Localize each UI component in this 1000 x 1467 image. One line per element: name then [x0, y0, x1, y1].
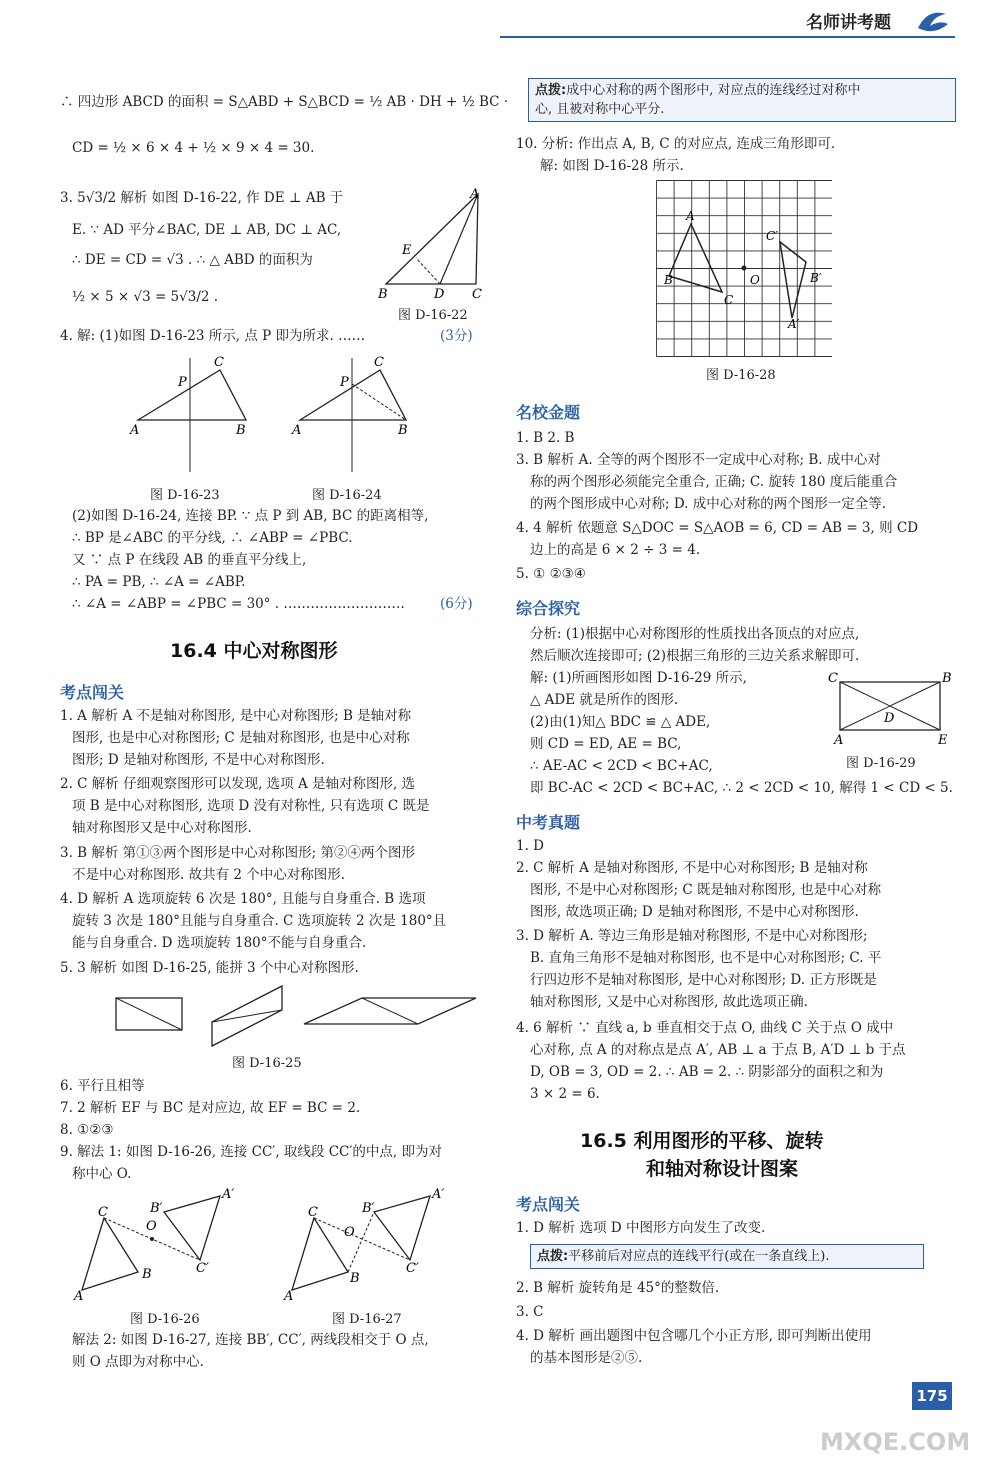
text-line: 2. C 解析 A 是轴对称图形, 不是中心对称图形; B 是轴对称 [516, 860, 868, 876]
subsection-zhongkao: 中考真题 [516, 813, 581, 832]
subsection-zonghe: 综合探究 [516, 599, 581, 618]
text-line: 行四边形不是轴对称图形, 是中心对称图形; D. 正方形既是 [530, 972, 877, 988]
svg-text:D: D [434, 287, 445, 302]
text-line: 轴对称图形又是中心对称图形. [72, 820, 252, 836]
svg-text:C′: C′ [766, 229, 778, 243]
text-line: 解法 2: 如图 D-16-27, 连接 BB′, CC′, 两线段相交于 O 点, [72, 1332, 429, 1348]
svg-text:B: B [350, 1271, 360, 1286]
text-line: 3. D 解析 A. 等边三角形是轴对称图形, 不是中心对称图形; [516, 928, 868, 944]
text-line: 5. ① ②③④ [516, 566, 586, 582]
text-line: 即 BC-AC < 2CD < BC+AC, ∴ 2 < 2CD < 10, 解得 1 < CD < 5. [530, 780, 953, 796]
text-line: 1. A 解析 A 不是轴对称图形, 是中心对称图形; B 是轴对称 [60, 708, 412, 724]
caption-d-16-28: 图 D-16-28 [706, 368, 776, 383]
text-line: 3. 5√3/2 解析 如图 D-16-22, 作 DE ⊥ AB 于 [60, 190, 344, 206]
text-line: 图形, 不是中心对称图形; C 既是轴对称图形, 也是中心对称 [530, 882, 882, 898]
text-line: 5. 3 解析 如图 D-16-25, 能拼 3 个中心对称图形. [60, 960, 359, 976]
text-line: 则 CD = ED, AE = BC, [530, 736, 682, 752]
text-line: ∴ BP 是∠ABC 的平分线, ∴ ∠ABP = ∠PBC. [72, 530, 353, 546]
svg-text:C: C [374, 355, 384, 370]
svg-text:B: B [378, 287, 388, 302]
svg-text:B: B [664, 273, 673, 287]
hint-box-16-5 [530, 1244, 924, 1269]
text-line: ∴ DE = CD = √3 . ∴ △ ABD 的面积为 [72, 252, 313, 268]
figure-d-16-23 [128, 354, 258, 478]
text-line: 10. 分析: 作出点 A, B, C 的对应点, 连成三角形即可. [516, 136, 836, 152]
text-line: 的基本图形是②⑤. [530, 1350, 643, 1366]
hint-text: 成中心对称的两个图形中, 对应点的连线经过对称中 [566, 83, 861, 98]
svg-text:A: A [74, 1289, 84, 1304]
text-line: 心对称, 点 A 的对称点是点 A′, AB ⊥ a 于点 B, A′D ⊥ b 于点 [530, 1042, 906, 1058]
svg-text:A′: A′ [222, 1187, 235, 1202]
svg-text:O: O [146, 1219, 157, 1234]
text-line: 旋转 3 次是 180°且能与自身重合. C 选项旋转 2 次是 180°且 [72, 913, 447, 929]
score-label: (6分) [440, 596, 473, 612]
text-line: 6. 平行且相等 [60, 1078, 145, 1094]
text-line: 的两个图形成中心对称; D. 成中心对称的两个图形一定全等. [530, 496, 887, 512]
text-line: 2. B 解析 旋转角是 45°的整数倍. [516, 1280, 720, 1296]
svg-text:B: B [942, 671, 952, 686]
svg-text:C′: C′ [196, 1261, 209, 1276]
subsection-kaodian: 考点闯关 [60, 683, 125, 702]
text-line: ∴ 四边形 ABCD 的面积 = S△ABD + S△BCD = ½ AB · DH + ½ BC · [60, 94, 509, 110]
svg-text:C: C [98, 1205, 108, 1220]
svg-text:P: P [340, 375, 349, 390]
svg-text:D: D [884, 711, 895, 726]
hint-label: 点拨: [537, 1249, 569, 1264]
text-line: 解: 如图 D-16-28 所示. [540, 158, 684, 174]
figure-d-16-22 [372, 186, 492, 302]
text-line: 称中心 O. [72, 1166, 132, 1182]
section-title-16-5: 16.5 利用图形的平移、旋转 [580, 1130, 824, 1152]
text-line: 则 O 点即为对称中心. [72, 1354, 204, 1370]
svg-text:A: A [834, 733, 844, 748]
section-title-16-5-line2: 和轴对称设计图案 [646, 1158, 799, 1180]
text-line: 7. 2 解析 EF 与 BC 是对应边, 故 EF = BC = 2. [60, 1100, 361, 1116]
text-line: 1. B 2. B [516, 430, 575, 446]
caption-d-16-27: 图 D-16-27 [332, 1312, 402, 1327]
svg-text:C′: C′ [406, 1261, 419, 1276]
text-line: 4. 6 解析 ∵ 直线 a, b 垂直相交于点 O, 曲线 C 关于点 O 成中 [516, 1020, 894, 1036]
text-line: 项 B 是中心对称图形, 选项 D 没有对称性, 只有选项 C 既是 [72, 798, 430, 814]
svg-text:A: A [470, 187, 480, 202]
subsection-mingxiao: 名校金题 [516, 403, 581, 422]
score-label: (3分) [440, 328, 473, 344]
text-line: 4. D 解析 画出题图中包含哪几个小正方形, 即可判断出使用 [516, 1328, 872, 1344]
figure-d-16-28 [656, 180, 832, 360]
caption-d-16-24: 图 D-16-24 [312, 488, 382, 503]
text-line: B. 直角三角形不是轴对称图形, 也不是中心对称图形; C. 平 [530, 950, 882, 966]
text-line: 图形, 故选项正确; D 是轴对称图形, 不是中心对称图形. [530, 904, 859, 920]
svg-text:A: A [130, 423, 140, 438]
text-line: 图形; D 是轴对称图形, 不是中心对称图形. [72, 752, 325, 768]
svg-text:B′: B′ [362, 1201, 375, 1216]
caption-d-16-22: 图 D-16-22 [398, 308, 468, 323]
svg-text:C: C [724, 293, 734, 307]
text-line: 能与自身重合. D 选项旋转 180°不能与自身重合. [72, 935, 367, 951]
svg-text:A: A [284, 1289, 294, 1304]
text-line: 图形, 也是中心对称图形; C 是轴对称图形, 也是中心对称 [72, 730, 410, 746]
subsection-kaodian-16-5: 考点闯关 [516, 1195, 581, 1214]
text-line: 4. 解: (1)如图 D-16-23 所示, 点 P 即为所求. …… [60, 328, 366, 344]
svg-text:P: P [178, 375, 187, 390]
caption-d-16-26: 图 D-16-26 [130, 1312, 200, 1327]
text-line: 然后顺次连接即可; (2)根据三角形的三边关系求解即可. [530, 648, 860, 664]
svg-text:O: O [750, 273, 760, 287]
text-line: 3 × 2 = 6. [530, 1086, 600, 1102]
hint-label: 点拨: [535, 83, 567, 98]
text-line: ½ × 5 × √3 = 5√3/2 . [72, 289, 219, 305]
svg-text:A: A [686, 209, 695, 223]
brand-logo-icon [912, 6, 952, 34]
text-line: 轴对称图形, 又是中心对称图形, 故此选项正确. [530, 994, 808, 1010]
text-line: 不是中心对称图形. 故共有 2 个中心对称图形. [72, 867, 346, 883]
svg-text:B′: B′ [810, 271, 822, 285]
text-line: 1. D [516, 838, 544, 854]
caption-d-16-29: 图 D-16-29 [846, 756, 916, 771]
text-line: ∴ PA = PB, ∴ ∠A = ∠ABP. [72, 574, 246, 590]
figure-d-16-27 [282, 1186, 462, 1304]
svg-text:B′: B′ [150, 1201, 163, 1216]
text-line: 3. B 解析 A. 全等的两个图形不一定成中心对称; B. 成中心对 [516, 452, 881, 468]
text-line: D, OB = 3, OD = 2. ∴ AB = 2. ∴ 阴影部分的面积之和为 [530, 1064, 884, 1080]
svg-text:B: B [236, 423, 246, 438]
text-line: 称的两个图形必须能完全重合, 正确; C. 旋转 180 度后能重合 [530, 474, 898, 490]
figure-d-16-25 [112, 982, 482, 1052]
header-brand: 名师讲考题 [806, 13, 891, 33]
hint-box [528, 78, 956, 122]
svg-text:E: E [938, 733, 948, 748]
caption-d-16-25: 图 D-16-25 [232, 1056, 302, 1071]
text-line: 边上的高是 6 × 2 ÷ 3 = 4. [530, 542, 701, 558]
text-line: 2. C 解析 仔细观察图形可以发现, 选项 A 是轴对称图形, 选 [60, 776, 416, 792]
svg-text:C: C [308, 1205, 318, 1220]
text-line: △ ADE 就是所作的图形. [530, 692, 679, 708]
section-title-16-4: 16.4 中心对称图形 [170, 640, 338, 662]
text-line: 解: (1)所画图形如图 D-16-29 所示, [530, 670, 747, 686]
figure-d-16-26 [72, 1186, 252, 1304]
svg-text:A′: A′ [432, 1187, 445, 1202]
text-line: CD = ½ × 6 × 4 + ½ × 9 × 4 = 30. [72, 140, 315, 156]
svg-text:B: B [398, 423, 408, 438]
text-line: 8. ①②③ [60, 1122, 114, 1138]
hint-text: 心, 且被对称中心平分. [535, 102, 665, 117]
page-number: 175 [912, 1382, 952, 1410]
text-line: (2)由(1)知△ BDC ≌ △ ADE, [530, 714, 711, 730]
svg-text:C: C [828, 671, 838, 686]
figure-d-16-24 [290, 354, 420, 478]
svg-text:C: C [472, 287, 482, 302]
hint-text: 平移前后对应点的连线平行(或在一条直线上). [568, 1249, 830, 1264]
caption-d-16-23: 图 D-16-23 [150, 488, 220, 503]
svg-text:A: A [292, 423, 302, 438]
text-line: 4. D 解析 A 选项旋转 6 次是 180°, 且能与自身重合. B 选项 [60, 891, 426, 907]
svg-text:C: C [214, 355, 224, 370]
text-line: 3. C [516, 1304, 544, 1320]
svg-text:A′: A′ [788, 317, 800, 331]
text-line: 9. 解法 1: 如图 D-16-26, 连接 CC′, 取线段 CC′的中点, 即为对 [60, 1144, 443, 1160]
text-line: 4. 4 解析 依题意 S△DOC = S△AOB = 6, CD = AB = 3, 则 CD [516, 520, 919, 536]
text-line: 分析: (1)根据中心对称图形的性质找出各顶点的对应点, [530, 626, 860, 642]
text-line: 1. D 解析 选项 D 中图形方向发生了改变. [516, 1220, 766, 1236]
text-line: ∴ AE-AC < 2CD < BC+AC, [530, 758, 713, 774]
text-line: ∴ ∠A = ∠ABP = ∠PBC = 30° . ……………………… [72, 596, 405, 612]
text-line: E. ∵ AD 平分∠BAC, DE ⊥ AB, DC ⊥ AC, [72, 222, 342, 238]
header-rule [500, 36, 955, 38]
watermark: MXQE.COM [820, 1428, 971, 1456]
text-line: 3. B 解析 第①③两个图形是中心对称图形; 第②④两个图形 [60, 845, 416, 861]
text-line: (2)如图 D-16-24, 连接 BP. ∵ 点 P 到 AB, BC 的距离相等, [72, 508, 429, 524]
figure-d-16-29 [826, 670, 956, 750]
svg-text:E: E [402, 243, 412, 258]
text-line: 又 ∵ 点 P 在线段 AB 的垂直平分线上, [72, 552, 307, 568]
svg-text:B: B [142, 1267, 152, 1282]
svg-text:O: O [344, 1225, 355, 1240]
